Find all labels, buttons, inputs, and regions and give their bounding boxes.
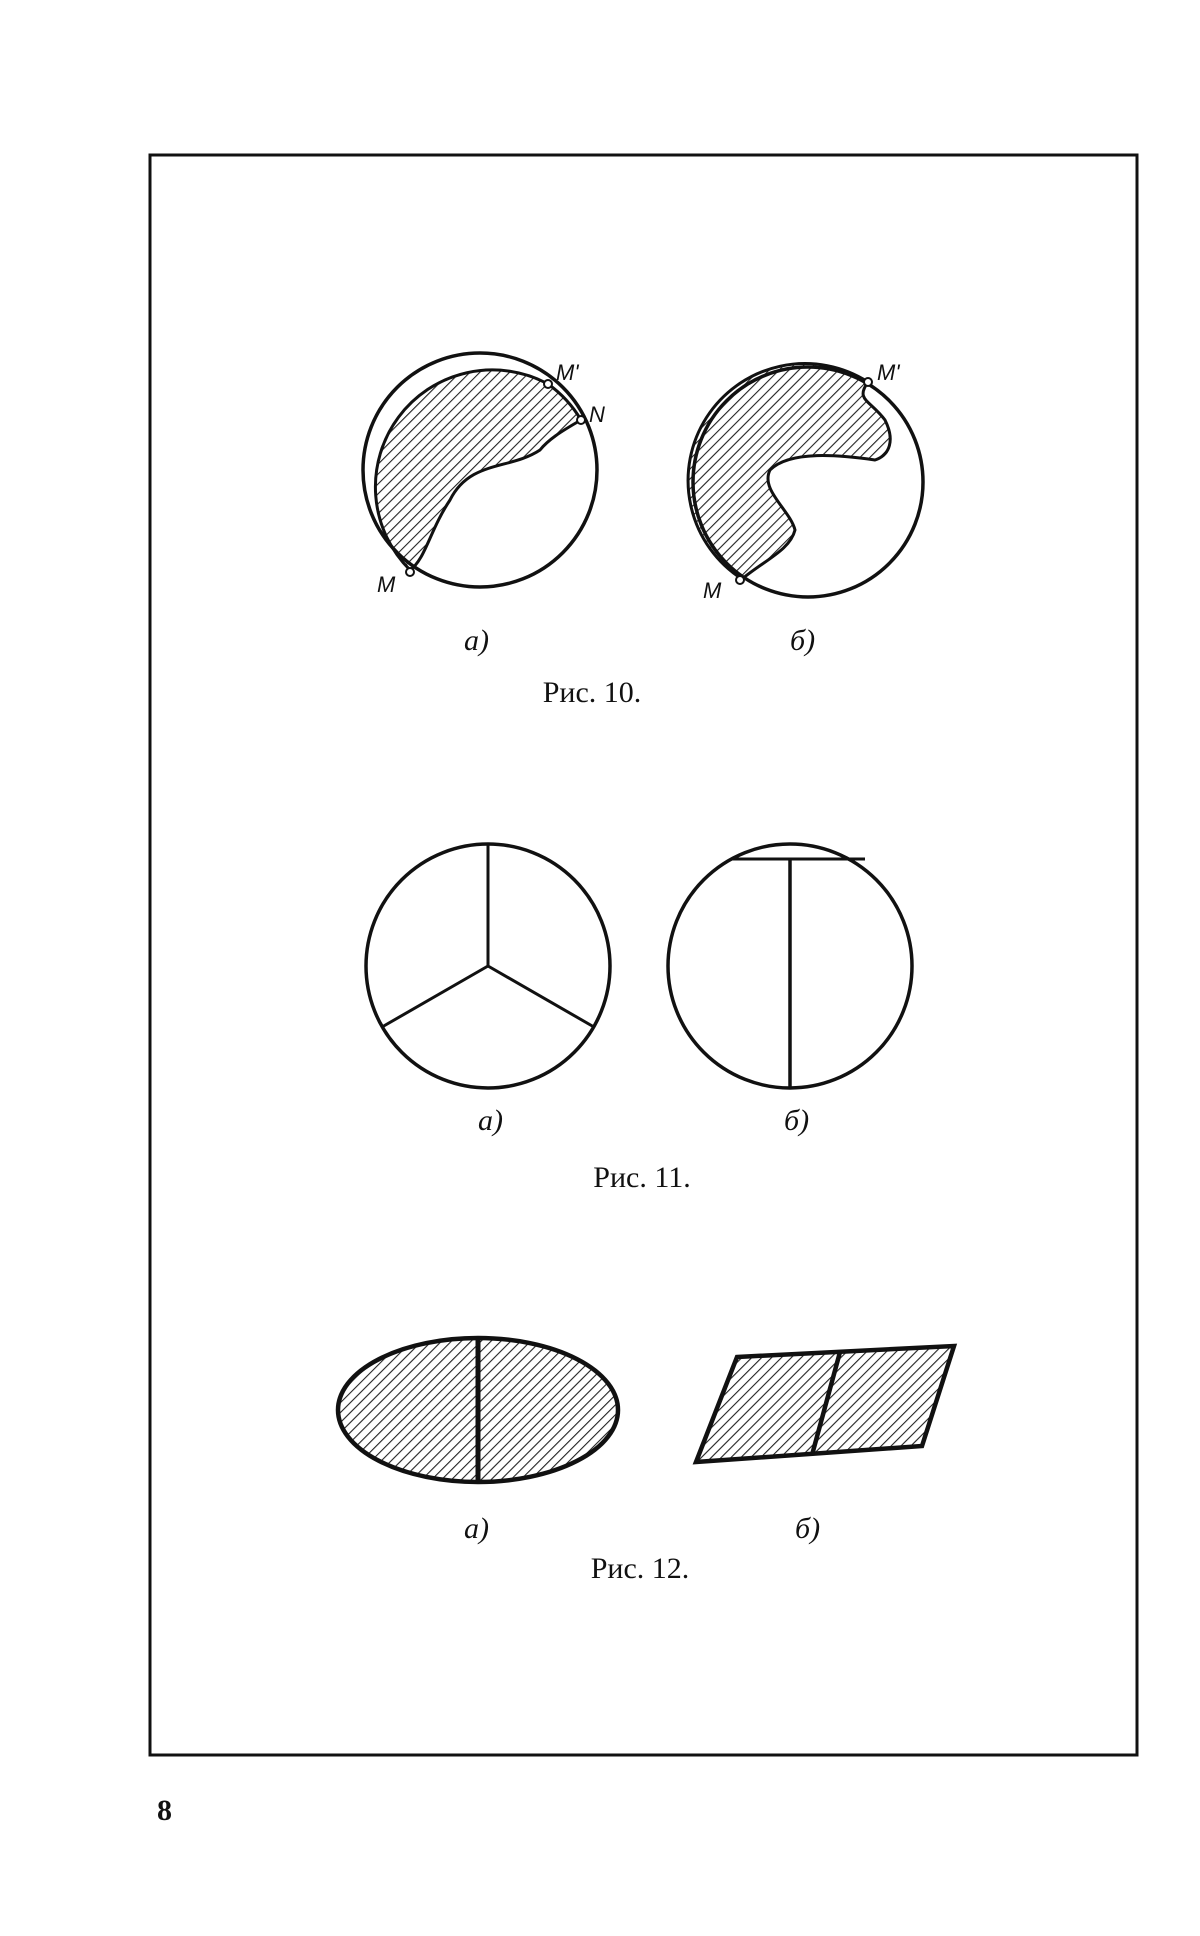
figure-10a xyxy=(363,353,605,657)
figure-12b-label: б) xyxy=(795,1512,821,1545)
point-label-m-prime: M' xyxy=(556,360,579,385)
point-m-marker xyxy=(406,568,414,576)
point-label-m: M xyxy=(377,572,396,597)
figure-12b xyxy=(696,1346,954,1545)
point-m-prime-marker-b xyxy=(864,378,872,386)
figure-10-caption: Рис. 10. xyxy=(542,676,642,709)
figure-11a-label: а) xyxy=(478,1104,503,1137)
figure-10a-label: а) xyxy=(464,624,489,657)
figure-10b-label: б) xyxy=(790,624,816,657)
point-label-m-prime-b: M' xyxy=(877,360,900,385)
figure-10b xyxy=(688,360,923,657)
figure-11b xyxy=(668,844,912,1137)
figure-12-caption: Рис. 12. xyxy=(590,1552,690,1585)
figure-11a-radius-right xyxy=(488,966,594,1027)
point-n-marker xyxy=(577,416,585,424)
page-frame xyxy=(150,155,1137,1755)
figure-10a-shaded-region xyxy=(375,370,581,570)
figure-10b-shaded-region xyxy=(688,364,890,579)
point-label-n: N xyxy=(589,402,605,427)
page-number: 8 xyxy=(157,1794,172,1827)
figure-12a-label: а) xyxy=(464,1512,489,1545)
figure-11-caption: Рис. 11. xyxy=(593,1161,691,1194)
figure-11a-radius-left xyxy=(382,966,488,1027)
point-m-prime-marker xyxy=(544,380,552,388)
point-m-marker-b xyxy=(736,576,744,584)
point-label-m-b: M xyxy=(703,578,722,603)
figure-11b-label: б) xyxy=(784,1104,810,1137)
figure-11a xyxy=(366,844,610,1137)
figure-12a xyxy=(338,1338,618,1545)
